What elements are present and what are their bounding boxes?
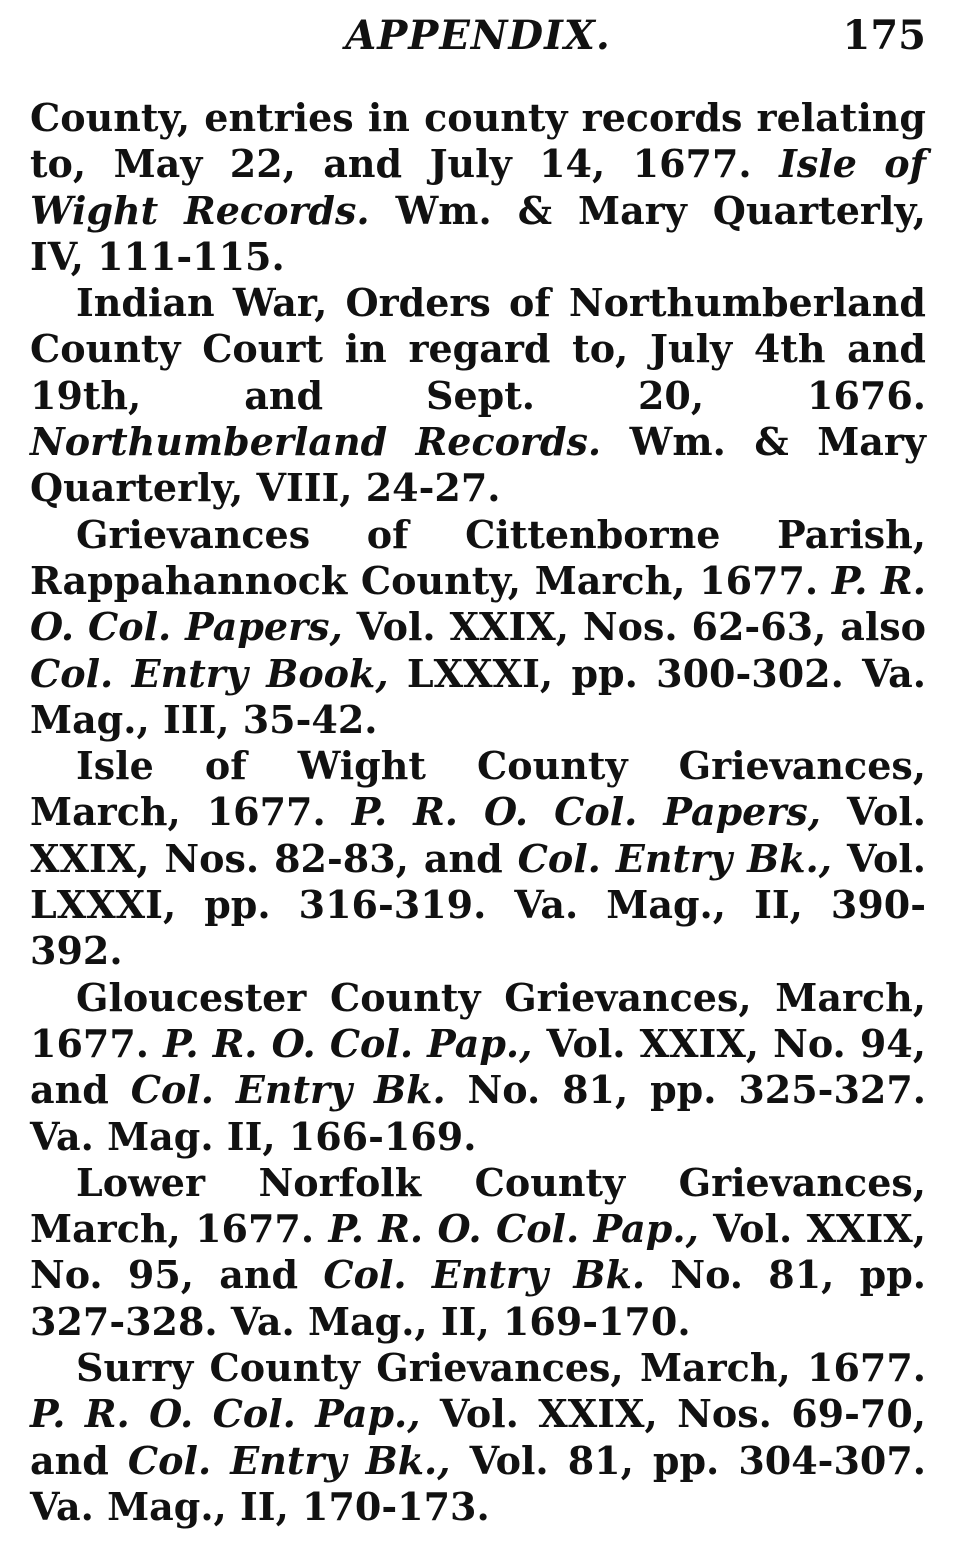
citation-italic: P. R. O. Col. Papers, — [30, 557, 926, 650]
citation-italic: Col. Entry Bk., — [127, 1437, 451, 1483]
entry-gloucester-grievances — [30, 975, 926, 1160]
citation-italic: Col. Entry Bk. — [323, 1252, 646, 1298]
entry-text: Vol. XXIX, No. 94, and — [30, 1020, 926, 1113]
citation-italic: Isle of Wight Records. — [30, 141, 927, 233]
entry-text: Wm. & Mary Quarterly, IV, 111-115. — [30, 187, 926, 279]
entry-text: Lower Norfolk County Grievances, March, 1677. — [30, 1159, 926, 1252]
entry-text: Indian War, Orders of Northumberland County Court in regard to, July 4th and 19th, and Sept. 20, 1676. — [30, 280, 926, 418]
entry-text: LXXXI, pp. 300-302. Va. Mag., III, 35-42. — [30, 650, 927, 742]
entry-text: Vol. XXIX, No. 95, and — [30, 1206, 927, 1298]
entry-text: Grievances of Cittenborne Parish, Rappahannock County, March, 1677. — [30, 511, 926, 603]
page-header — [30, 0, 926, 68]
citation-italic: Northumberland Records. — [30, 419, 602, 465]
entry-text: Gloucester County Grievances, March, 1677. — [30, 974, 926, 1066]
citation-italic: Col. Entry Bk. — [130, 1067, 446, 1113]
entry-text: Vol. XXIX, Nos. 82-83, and — [30, 789, 926, 881]
entry-surry-grievances — [30, 1345, 926, 1530]
page-number: 175 — [842, 12, 926, 59]
entry-text: No. 81, pp. 325-327. Va. Mag. II, 166-169. — [30, 1067, 926, 1159]
entry-text: Vol. LXXXI, pp. 316-319. Va. Mag., II, 390-392. — [30, 835, 926, 974]
entry-text: County, entries in county records relating to, May 22, and July 14, 1677. — [30, 95, 926, 187]
entry-cittenborne-grievances — [30, 512, 926, 743]
entry-text: Wm. & Mary Quarterly, VIII, 24-27. — [30, 419, 926, 511]
entry-text: No. 81, pp. 327-328. Va. Mag., II, 169-170. — [30, 1252, 927, 1344]
appendix-entries — [30, 95, 926, 1530]
entry-text: Isle of Wight County Grievances, March, 1677. — [30, 743, 926, 835]
entry-text: Vol. 81, pp. 304-307. Va. Mag., II, 170-173. — [30, 1437, 926, 1529]
running-head: APPENDIX. — [345, 12, 611, 59]
entry-text: Vol. XXIX, Nos. 69-70, and — [30, 1391, 926, 1483]
citation-italic: P. R. O. Col. Pap., — [328, 1206, 699, 1252]
citation-italic: P. R. O. Col. Pap., — [30, 1391, 421, 1437]
citation-italic: P. R. O. Col. Pap., — [163, 1020, 533, 1066]
entry-lower-norfolk-grievances — [30, 1160, 926, 1345]
citation-italic: P. R. O. Col. Papers, — [351, 789, 821, 835]
book-page — [30, 0, 927, 1529]
entry-text: Surry County Grievances, March, 1677. — [76, 1345, 926, 1391]
entry-isle-of-wight-grievances — [30, 743, 926, 974]
citation-italic: Col. Entry Bk., — [517, 835, 832, 881]
entry-indian-war — [30, 280, 926, 511]
entry-continued-county-records — [30, 95, 926, 280]
citation-italic: Col. Entry Book, — [30, 650, 389, 696]
entry-text: Vol. XXIX, Nos. 62-63, also — [342, 604, 927, 650]
